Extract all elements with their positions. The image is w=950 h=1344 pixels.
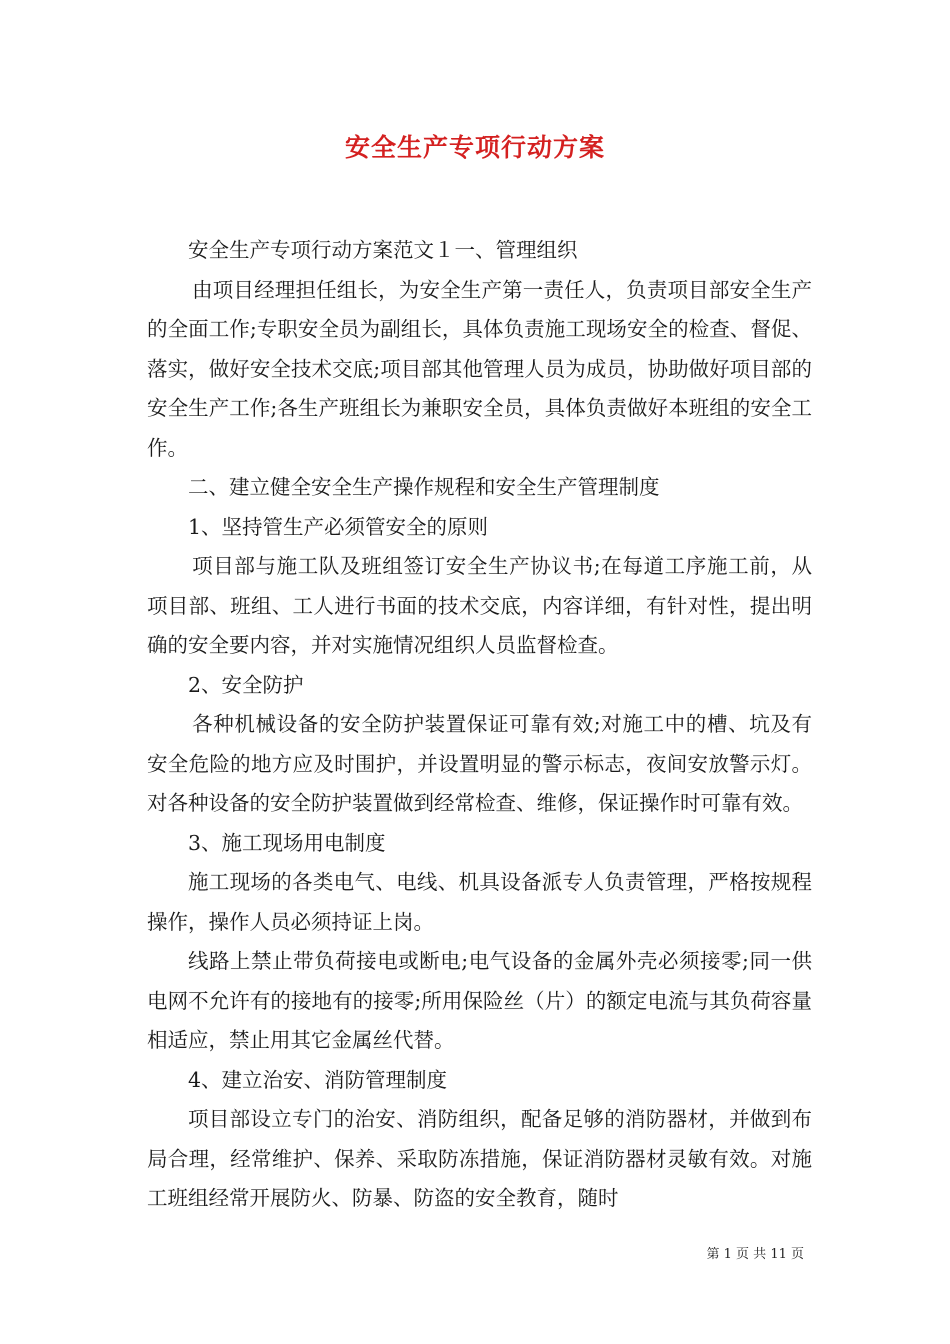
paragraph: 项目部设立专门的治安、消防组织，配备足够的消防器材，并做到布局合理，经常维护、保养、采取防冻措施，保证消防器材灵敏有效。对施工班组经常开展防火、防暴、防盗的安全教育，随时 — [147, 1107, 812, 1210]
paragraph: 施工现场的各类电气、电线、机具设备派专人负责管理，严格按规程操作，操作人员必须持证上岗。 — [147, 870, 812, 934]
page-number: 第 1 页 共 11 页 — [706, 1247, 804, 1262]
document-body — [147, 231, 812, 1219]
section-heading: 二、建立健全安全生产操作规程和安全生产管理制度 — [188, 475, 660, 499]
paragraph: 线路上禁止带负荷接电或断电;电气设备的金属外壳必须接零;同一供电网不允许有的接地有的接零;所用保险丝（片）的额定电流与其负荷容量相适应，禁止用其它金属丝代替。 — [147, 949, 812, 1052]
paragraph: 各种机械设备的安全防护装置保证可靠有效;对施工中的槽、坑及有安全危险的地方应及时围护，并设置明显的警示标志，夜间安放警示灯。对各种设备的安全防护装置做到经常检查、维修，保证操作时可靠有效。 — [147, 712, 812, 815]
paragraph: 项目部与施工队及班组签订安全生产协议书;在每道工序施工前，从项目部、班组、工人进行书面的技术交底，内容详细，有针对性，提出明确的安全要内容，并对实施情况组织人员监督检查。 — [147, 554, 812, 657]
paragraph: 由项目经理担任组长，为安全生产第一责任人，负责项目部安全生产的全面工作;专职安全员为副组长，具体负责施工现场安全的检查、督促、落实，做好安全技术交底;项目部其他管理人员为成员，协助做好项目部的安全生产工作;各生产班组长为兼职安全员，具体负责做好本班组的安全工作。 — [147, 277, 812, 460]
subsection-heading: 4、建立治安、消防管理制度 — [188, 1067, 448, 1092]
subsection-heading: 2、安全防护 — [188, 672, 304, 697]
page-title: 安全生产专项行动方案 — [344, 133, 605, 162]
paragraph: 安全生产专项行动方案范文１一、管理组织 — [188, 238, 578, 262]
subsection-heading: 3、施工现场用电制度 — [188, 830, 386, 855]
subsection-heading: 1、坚持管生产必须管安全的原则 — [188, 514, 489, 539]
